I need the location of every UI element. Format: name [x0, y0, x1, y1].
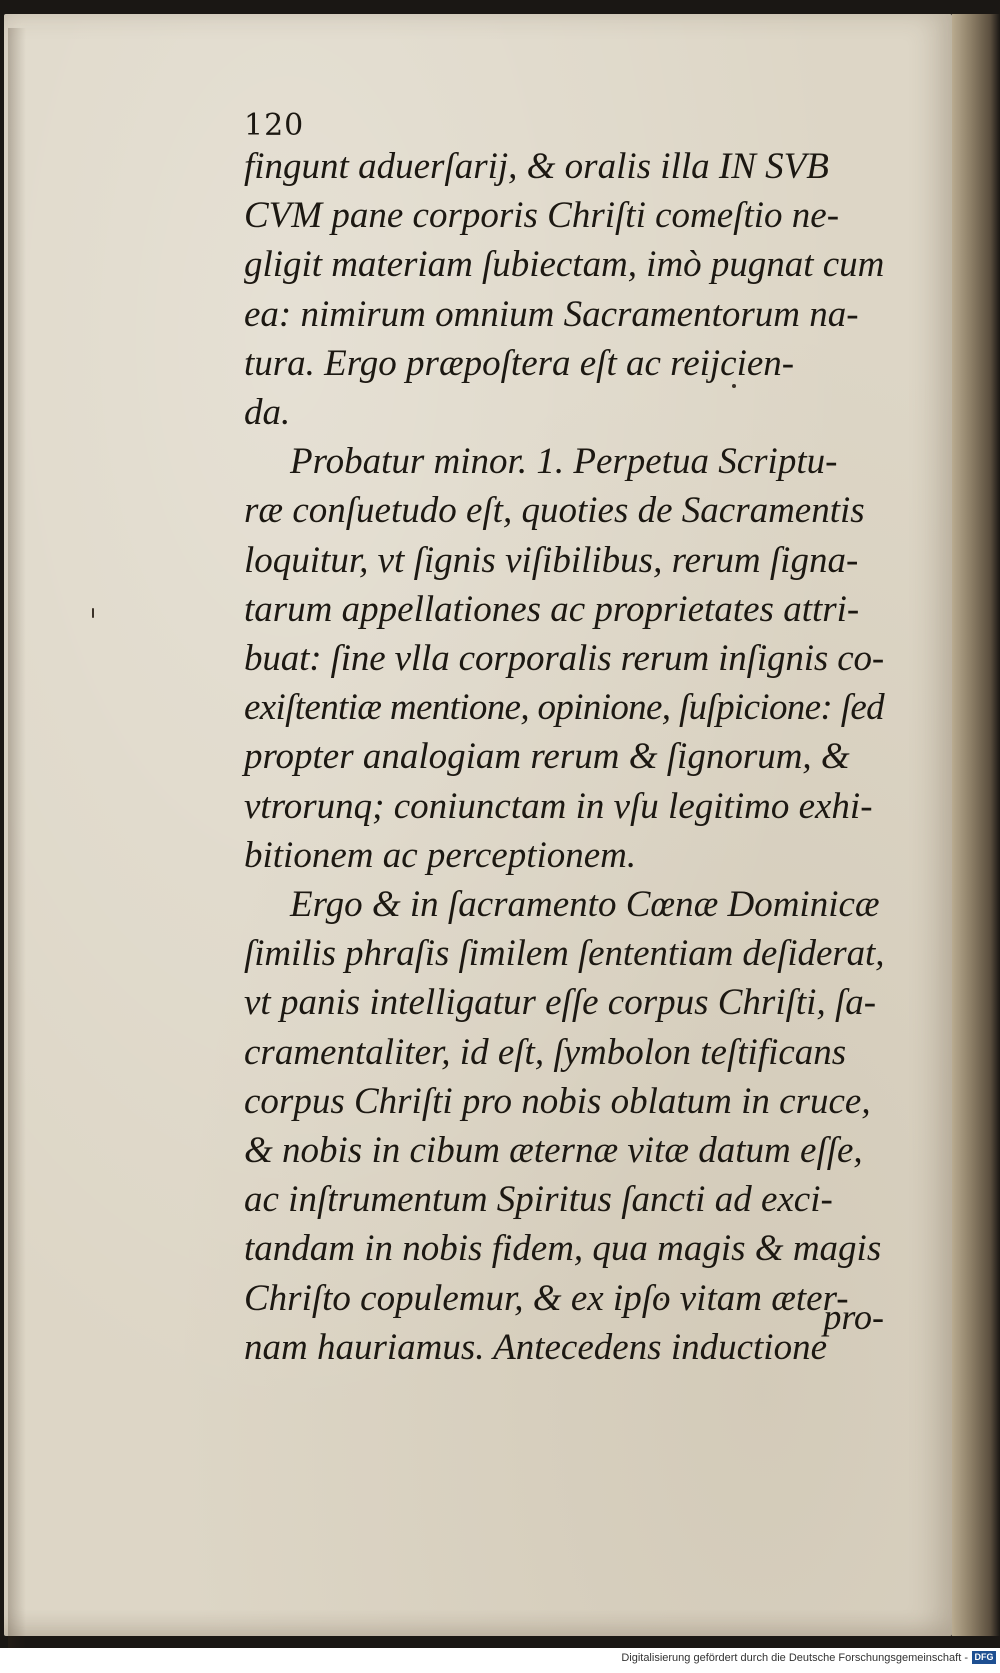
text-line: bitionem ac perceptionem. [244, 834, 637, 876]
page-fore-edge [952, 14, 1000, 1636]
text-line: loquitur, vt ſignis viſibilibus, rerum ſigna- [244, 539, 859, 581]
text-line: & nobis in cibum æternæ vitæ datum eſſe, [244, 1130, 863, 1172]
footer-credit: Digitalisierung gefördert durch die Deutsche Forschungsgemeinschaft - [621, 1652, 968, 1664]
text-line: ræ conſuetudo eſt, quoties de Sacramentis [244, 490, 865, 532]
text-line: ſimilis phraſis ſimilem ſententiam deſiderat, [244, 933, 885, 975]
text-line: da. [244, 392, 291, 434]
text-line: tura. Ergo præpoſtera eſt ac reijcien- [244, 342, 795, 384]
text-line: ac inſtrumentum Spiritus ſancti ad exci- [244, 1179, 833, 1221]
text-line: gligit materiam ſubiectam, imò pugnat cum [244, 244, 885, 286]
text-line: tarum appellationes ac proprietates attri- [244, 588, 860, 630]
dfg-logo: DFG [972, 1651, 996, 1664]
text-line: tandam in nobis fidem, qua magis & magis [244, 1228, 882, 1270]
text-line: Chriſto copulemur, & ex ipſo vitam æter- [244, 1277, 849, 1319]
page-number: 120 [244, 108, 305, 143]
text-line: CVM pane corporis Chriſti comeſtio ne- [244, 195, 840, 237]
text-line: vt panis intelligatur eſſe corpus Chriſti, ſa- [244, 982, 877, 1024]
text-line: ea: nimirum omnium Sacramentorum na- [244, 293, 859, 335]
text-line: buat: ſine vlla corporalis rerum inſignis co- [244, 638, 885, 680]
body-text [244, 142, 884, 1372]
text-line: Ergo & in ſacramento Cœnæ Dominicæ [290, 884, 880, 926]
text-line: fingunt aduerſarij, & oralis illa IN SVB [244, 146, 829, 187]
binding-shadow [8, 28, 26, 1650]
text-line: corpus Chriſti pro nobis oblatum in cruce, [244, 1080, 871, 1122]
text-line: propter analogiam rerum & ſignorum, & [244, 736, 850, 778]
text-line: exiſtentiæ mentione, opinione, ſuſpicione: ſed [244, 687, 884, 729]
text-line: nam hauriamus. Antecedens inductione [244, 1326, 828, 1368]
paper-speck [92, 608, 94, 618]
text-line: Probatur minor. 1. Perpetua Scriptu- [290, 441, 838, 483]
catchword: pro- [823, 1297, 884, 1337]
text-line: cramentaliter, id eſt, ſymbolon teſtificans [244, 1031, 847, 1073]
text-line: vtrorunq; coniunctam in vſu legitimo exhi- [244, 785, 873, 827]
